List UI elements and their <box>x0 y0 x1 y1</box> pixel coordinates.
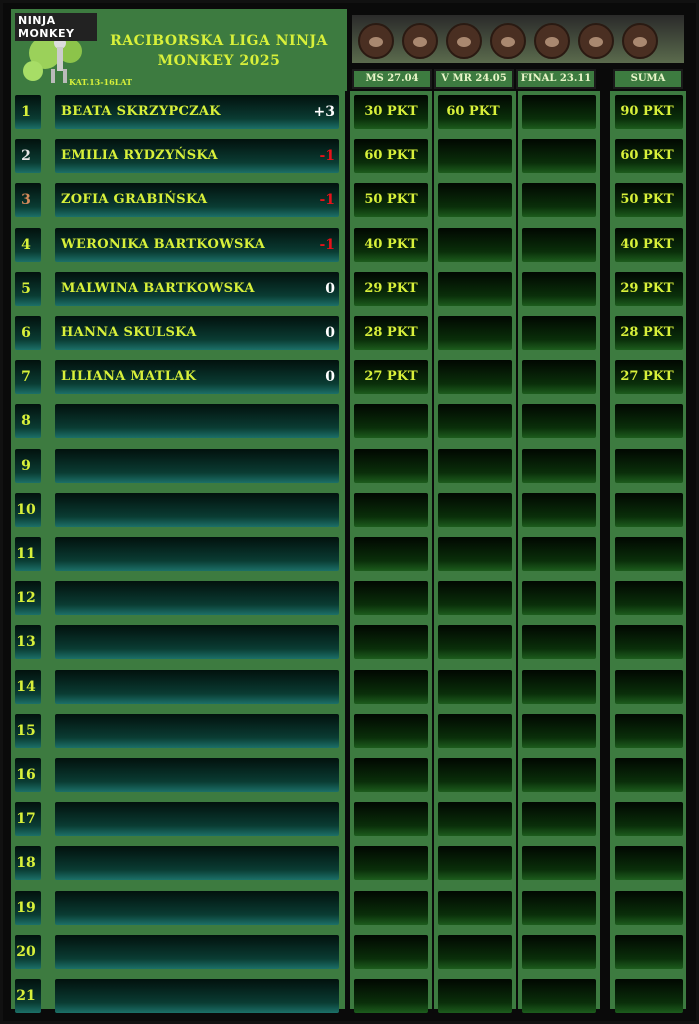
suma-cell <box>615 670 683 704</box>
suma-cell <box>615 758 683 792</box>
trophy-icon <box>490 23 526 59</box>
suma-cell <box>615 802 683 836</box>
name-cell <box>55 581 339 615</box>
vmr-cell <box>438 802 512 836</box>
rank-number: 4 <box>21 237 31 253</box>
competitor-name: EMILIA RYDZYŃSKA <box>61 148 218 163</box>
rank-change: 0 <box>325 369 335 385</box>
trophy-icon <box>578 23 614 59</box>
competitor-name: HANNA SKULSKA <box>61 325 197 340</box>
column-header-ms: MS 27.04 <box>352 69 432 89</box>
vmr-cell <box>438 493 512 527</box>
final-cell <box>522 935 596 969</box>
rank-change: +3 <box>313 104 335 120</box>
suma-cell <box>615 581 683 615</box>
ms-cell <box>354 670 428 704</box>
rank-number: 7 <box>21 369 31 385</box>
rank-number: 14 <box>16 679 36 695</box>
suma-cell <box>615 891 683 925</box>
final-cell <box>522 670 596 704</box>
category-label: KAT.13-16LAT <box>69 77 133 87</box>
ms-cell <box>354 625 428 659</box>
final-cell <box>522 979 596 1013</box>
suma-cell <box>615 404 683 438</box>
trophy-icon <box>622 23 658 59</box>
name-cell <box>55 802 339 836</box>
vmr-cell <box>438 449 512 483</box>
vmr-cell <box>438 891 512 925</box>
vmr-cell <box>438 537 512 571</box>
trophy-icon <box>358 23 394 59</box>
rank-number: 19 <box>16 900 36 916</box>
ms-cell <box>354 581 428 615</box>
final-cell <box>522 360 596 394</box>
final-cell <box>522 802 596 836</box>
name-cell <box>55 979 339 1013</box>
ms-points: 30 PKT <box>364 104 418 119</box>
final-cell <box>522 714 596 748</box>
final-cell <box>522 449 596 483</box>
vmr-cell <box>438 670 512 704</box>
vmr-cell <box>438 758 512 792</box>
final-cell <box>522 625 596 659</box>
trophy-photo <box>352 15 684 63</box>
name-cell <box>55 625 339 659</box>
rank-number: 8 <box>21 413 31 429</box>
competitor-name: BEATA SKRZYPCZAK <box>61 104 221 119</box>
ms-cell <box>354 846 428 880</box>
suma-points: 90 PKT <box>620 104 674 119</box>
rank-number: 16 <box>16 767 36 783</box>
vmr-cell <box>438 139 512 173</box>
name-cell <box>55 670 339 704</box>
vmr-cell <box>438 183 512 217</box>
suma-points: 40 PKT <box>620 237 674 252</box>
rank-change: -1 <box>319 237 335 253</box>
suma-cell <box>615 935 683 969</box>
final-cell <box>522 404 596 438</box>
final-cell <box>522 581 596 615</box>
vmr-cell <box>438 272 512 306</box>
vmr-cell <box>438 404 512 438</box>
name-cell <box>55 758 339 792</box>
trophy-icon <box>402 23 438 59</box>
suma-cell <box>615 979 683 1013</box>
page-title <box>99 31 339 71</box>
rank-number: 6 <box>21 325 31 341</box>
ms-cell <box>354 404 428 438</box>
column-header-final: FINAL 23.11 <box>516 69 596 89</box>
suma-cell <box>615 537 683 571</box>
column-header-suma: SUMA <box>613 69 683 89</box>
vmr-cell <box>438 979 512 1013</box>
rank-change: -1 <box>319 192 335 208</box>
final-cell <box>522 846 596 880</box>
suma-points: 28 PKT <box>620 325 674 340</box>
rank-number: 3 <box>21 192 31 208</box>
vmr-cell <box>438 228 512 262</box>
ms-cell <box>354 891 428 925</box>
suma-cell <box>615 714 683 748</box>
vmr-cell <box>438 316 512 350</box>
rank-number: 13 <box>16 634 36 650</box>
rank-number: 11 <box>16 546 36 562</box>
ms-points: 28 PKT <box>364 325 418 340</box>
suma-points: 60 PKT <box>620 148 674 163</box>
ms-cell <box>354 493 428 527</box>
final-cell <box>522 537 596 571</box>
ms-cell <box>354 758 428 792</box>
rank-number: 18 <box>16 855 36 871</box>
ms-points: 50 PKT <box>364 192 418 207</box>
column-header-vmr: V MR 24.05 <box>434 69 514 89</box>
vmr-cell <box>438 714 512 748</box>
vmr-cell <box>438 581 512 615</box>
rank-number: 20 <box>16 944 36 960</box>
ms-points: 40 PKT <box>364 237 418 252</box>
title-line-2: MONKEY 2025 <box>157 53 281 69</box>
vmr-cell <box>438 846 512 880</box>
rank-change: 0 <box>325 281 335 297</box>
header-panel <box>11 9 347 91</box>
name-cell <box>55 404 339 438</box>
competitor-name: WERONIKA BARTKOWSKA <box>61 237 266 252</box>
rank-number: 10 <box>16 502 36 518</box>
vmr-points: 60 PKT <box>446 104 500 119</box>
name-cell <box>55 493 339 527</box>
rank-number: 21 <box>16 988 36 1004</box>
trophy-icon <box>534 23 570 59</box>
ms-points: 29 PKT <box>364 281 418 296</box>
name-cell <box>55 537 339 571</box>
vmr-cell <box>438 935 512 969</box>
rank-number: 17 <box>16 811 36 827</box>
final-cell <box>522 272 596 306</box>
final-cell <box>522 139 596 173</box>
ms-points: 60 PKT <box>364 148 418 163</box>
title-line-1: RACIBORSKA LIGA NINJA <box>110 33 328 49</box>
suma-cell <box>615 625 683 659</box>
final-cell <box>522 183 596 217</box>
ms-cell <box>354 714 428 748</box>
name-cell <box>55 935 339 969</box>
name-cell <box>55 891 339 925</box>
vmr-cell <box>438 625 512 659</box>
suma-points: 27 PKT <box>620 369 674 384</box>
ms-cell <box>354 979 428 1013</box>
rank-change: 0 <box>325 325 335 341</box>
rank-number: 12 <box>16 590 36 606</box>
final-cell <box>522 95 596 129</box>
final-cell <box>522 891 596 925</box>
name-cell <box>55 449 339 483</box>
rank-number: 2 <box>21 148 31 164</box>
competitor-name: LILIANA MATLAK <box>61 369 197 384</box>
vmr-cell <box>438 360 512 394</box>
name-cell <box>55 714 339 748</box>
rank-number: 1 <box>21 104 31 120</box>
suma-cell <box>615 449 683 483</box>
final-cell <box>522 316 596 350</box>
competitor-name: ZOFIA GRABIŃSKA <box>61 192 208 207</box>
ms-cell <box>354 537 428 571</box>
final-cell <box>522 758 596 792</box>
rank-number: 5 <box>21 281 31 297</box>
rank-number: 9 <box>21 458 31 474</box>
ms-cell <box>354 802 428 836</box>
competitor-name: MALWINA BARTKOWSKA <box>61 281 255 296</box>
suma-points: 29 PKT <box>620 281 674 296</box>
suma-cell <box>615 846 683 880</box>
rank-number: 15 <box>16 723 36 739</box>
final-cell <box>522 228 596 262</box>
rank-change: -1 <box>319 148 335 164</box>
ms-points: 27 PKT <box>364 369 418 384</box>
trophy-icon <box>446 23 482 59</box>
logo-text: NINJA MONKEY <box>15 13 97 41</box>
suma-points: 50 PKT <box>620 192 674 207</box>
ms-cell <box>354 935 428 969</box>
ms-cell <box>354 449 428 483</box>
suma-cell <box>615 493 683 527</box>
name-cell <box>55 846 339 880</box>
final-cell <box>522 493 596 527</box>
